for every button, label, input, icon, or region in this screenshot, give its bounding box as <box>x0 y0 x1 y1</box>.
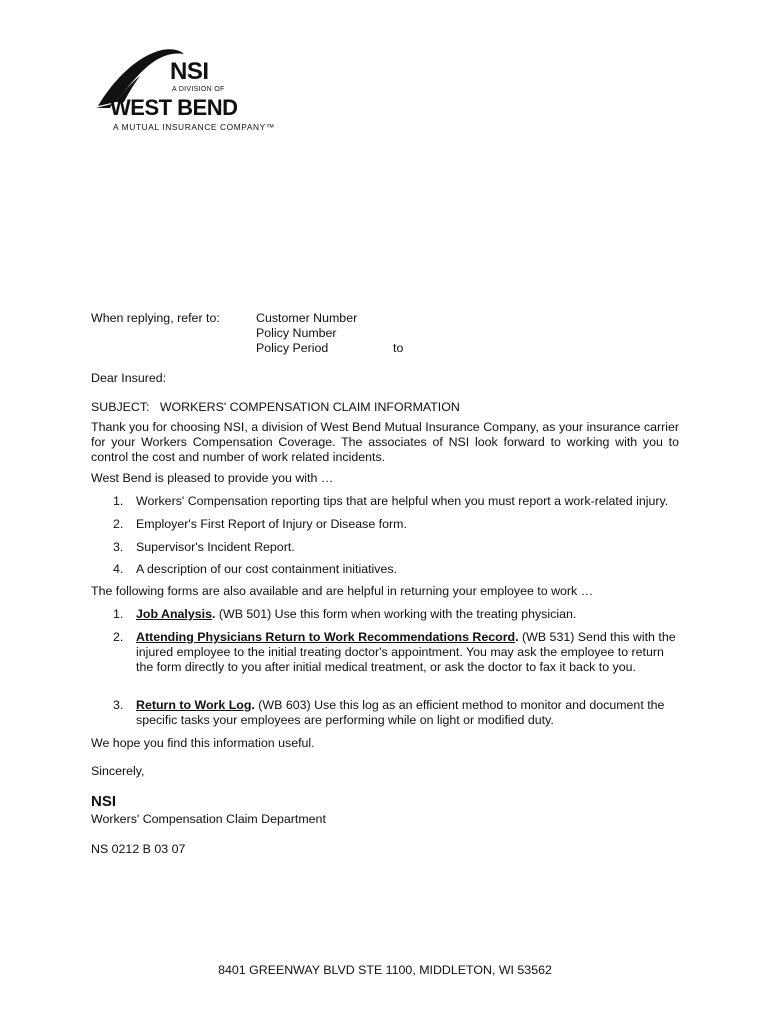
signature-name: NSI <box>91 793 117 810</box>
logo-mutual-insurance: A MUTUAL INSURANCE COMPANY™ <box>113 122 275 132</box>
policy-period-label: Policy Period <box>256 341 329 355</box>
list-item-number: 2. <box>113 630 124 644</box>
sign-off: Sincerely, <box>91 764 145 778</box>
company-logo <box>92 42 292 142</box>
closing-line: We hope you find this information useful. <box>91 736 315 750</box>
list-item-number: 1. <box>113 494 124 508</box>
form-description: (WB 603) Use this log as an efficient method to monitor and document the specific tasks your employees are performing while on light or modified duty. <box>136 698 665 727</box>
provide-intro: West Bend is pleased to provide you with … <box>91 471 334 485</box>
list-item-number: 1. <box>113 607 124 621</box>
form-description: (WB 531) Send this with the injured employee to the initial treating doctor's appointment. You may ask the employee to return the form directly to you after initial medical treatment, or ask the doctor to fax it back to you. <box>136 630 676 674</box>
form-code: NS 0212 B 03 07 <box>91 842 186 856</box>
form-description: (WB 501) Use this form when working with the treating physician. <box>215 607 577 621</box>
form-title-job-analysis: Job Analysis <box>136 607 212 621</box>
customer-number-label: Customer Number <box>256 311 358 325</box>
subject-line: SUBJECT: WORKERS' COMPENSATION CLAIM INFORMATION <box>91 400 460 414</box>
list-item-number: 3. <box>113 540 124 554</box>
list-item-text: Workers' Compensation reporting tips that are helpful when you must report a work-related injury. <box>136 494 669 508</box>
list-item-text: Supervisor's Incident Report. <box>136 540 295 554</box>
reply-reference-label: When replying, refer to: <box>91 311 220 325</box>
form-title-period: . <box>251 698 255 712</box>
list-item-number: 2. <box>113 517 124 531</box>
footer-address: 8401 GREENWAY BLVD STE 1100, MIDDLETON, WI 53562 <box>218 963 552 977</box>
salutation: Dear Insured: <box>91 371 167 385</box>
list-item-number: 4. <box>113 562 124 576</box>
forms-intro: The following forms are also available and are helpful in returning your employee to work … <box>91 584 594 598</box>
policy-period-to: to <box>393 341 404 355</box>
signature-department: Workers' Compensation Claim Department <box>91 812 326 826</box>
list-item-text: Employer's First Report of Injury or Disease form. <box>136 517 407 531</box>
form-title-period: . <box>211 607 216 621</box>
logo-nsi: NSI <box>170 58 209 85</box>
intro-paragraph: Thank you for choosing NSI, a division of West Bend Mutual Insurance Company, as your insurance carrier for your Workers Compensation Coverage. The associates of NSI look forward to working with you to control the cost and number of work related incidents. <box>91 420 679 464</box>
form-title-period: . <box>515 630 519 644</box>
logo-west-bend: WEST BEND <box>110 95 238 120</box>
list-item-text: A description of our cost containment initiatives. <box>136 562 398 576</box>
policy-number-label: Policy Number <box>256 326 337 340</box>
list-item-number: 3. <box>113 698 124 712</box>
logo-division-of: A DIVISION OF <box>172 86 225 93</box>
form-title-return-to-work-log: Return to Work Log <box>136 698 252 712</box>
form-title-attending-physicians: Attending Physicians Return to Work Recommendations Record <box>136 630 516 644</box>
